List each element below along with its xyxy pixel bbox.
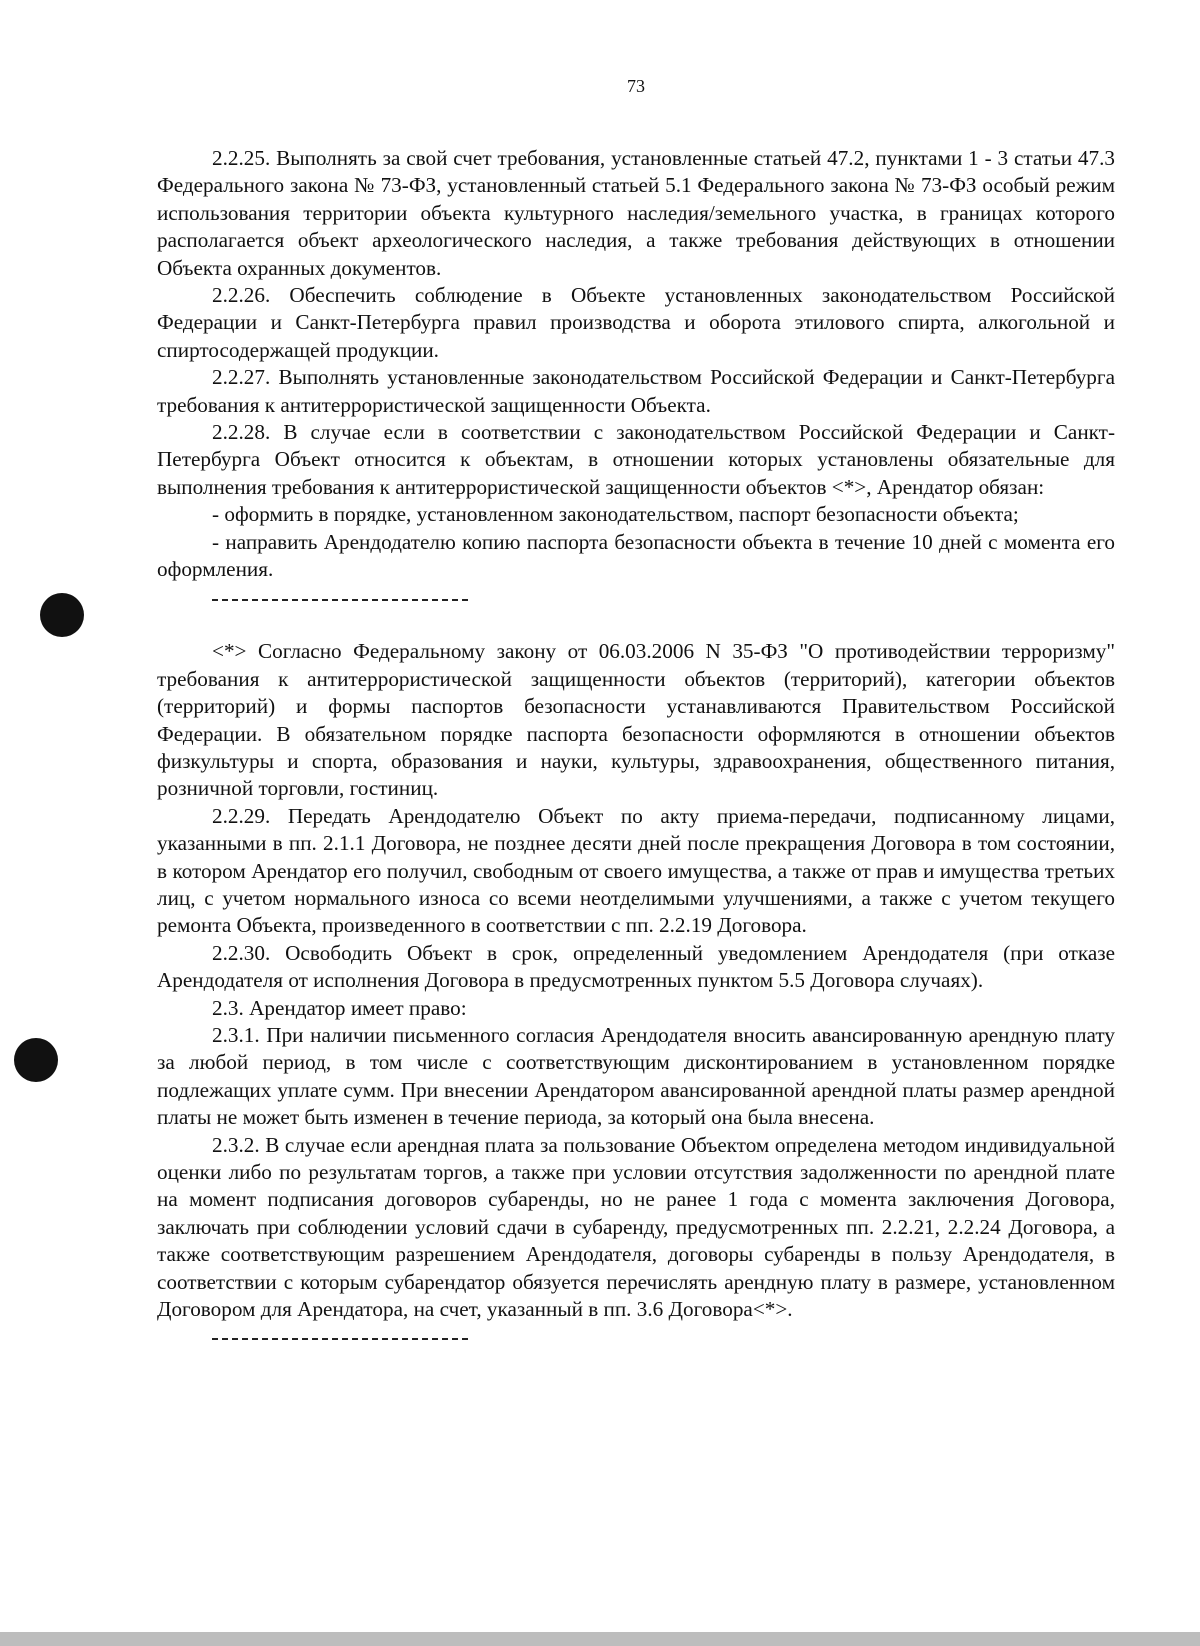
- punch-hole-mark: [40, 593, 84, 637]
- paragraph-2-3-2: 2.3.2. В случае если арендная плата за пользование Объектом определена методом индивидуальной оценки либо по результатам торгов, а также при условии отсутствия задолженности по арендной плате на момент подписания договоров субаренды, но не ранее 1 года с момента заключения Договора, заключать при соблюдении условий сдачи в субаренду, предусмотренных пп. 2.2.21, 2.2.24 Договора, а также соответствующим разрешением Арендодателя, договоры субаренды в пользу Арендодателя, в соответствии с которым субарендатор обязуется перечислять арендную плату в размере, установленном Договором для Арендатора, на счет, указанный в пп. 3.6 Договора<*>.: [157, 1132, 1115, 1322]
- paragraph-2-2-27: 2.2.27. Выполнять установленные законодательством Российской Федерации и Санкт-Петербурга требования к антитеррористической защищенности Объекта.: [157, 365, 1115, 417]
- paragraph-2-3-1: 2.3.1. При наличии письменного согласия Арендодателя вносить авансированную арендную плату за любой период, в том числе с соответствующим дисконтированием в установленном порядке подлежащих уплате сумм. При внесении Арендатором авансированной арендной платы размер арендной платы не может быть изменен в течение периода, за который она была внесена.: [157, 1022, 1115, 1130]
- paragraph-2-3: 2.3. Арендатор имеет право:: [212, 995, 467, 1020]
- scan-bottom-edge: [0, 1632, 1200, 1646]
- footnote-separator: [212, 584, 468, 611]
- list-item-passport: - оформить в порядке, установленном законодательством, паспорт безопасности объекта;: [212, 502, 1019, 527]
- footnote-spacer: [157, 611, 1115, 638]
- footnote-antiterror: <*> Согласно Федеральному закону от 06.03.2006 N 35-ФЗ "О противодействии терроризму" требования к антитеррористической защищенности объектов (территорий), категории объектов (территорий) и формы паспортов безопасности устанавливаются Правительством Российской Федерации. В обязательном порядке паспорта безопасности оформляются в отношении объектов физкультуры и спорта, образования и науки, культуры, здравоохранения, общественного питания, розничной торговли, гостиниц.: [157, 639, 1115, 801]
- page-number: 73: [627, 76, 645, 96]
- paragraph-2-2-29: 2.2.29. Передать Арендодателю Объект по акту приема-передачи, подписанному лицами, указанными в пп. 2.1.1 Договора, не позднее десяти дней после прекращения Договора в том состоянии, в котором Арендатор его получил, свободным от своего имущества, а также от прав и имущества третьих лиц, с учетом нормального износа со всеми неотделимыми улучшениями, а также с учетом текущего ремонта Объекта, произведенного в соответствии с пп. 2.2.19 Договора.: [157, 803, 1115, 938]
- paragraph-2-2-26: 2.2.26. Обеспечить соблюдение в Объекте установленных законодательством Российской Федерации и Санкт-Петербурга правил производства и оборота этилового спирта, алкогольной и спиртосодержащей продукции.: [157, 283, 1115, 362]
- paragraph-2-2-28: 2.2.28. В случае если в соответствии с законодательством Российской Федерации и Санкт-Петербурга Объект относится к объектам, в отношении которых установлены обязательные для выполнения требования к антитеррористической защищенности объектов <*>, Арендатор обязан:: [157, 420, 1115, 499]
- document-body: [157, 145, 1115, 1351]
- footnote-separator-2: [212, 1323, 468, 1350]
- paragraph-2-2-30: 2.2.30. Освободить Объект в срок, определенный уведомлением Арендодателя (при отказе Арендодателя от исполнения Договора в предусмотренных пунктом 5.5 Договора случаях).: [157, 940, 1115, 993]
- punch-hole-mark: [14, 1038, 58, 1082]
- list-item-copy: - направить Арендодателю копию паспорта безопасности объекта в течение 10 дней с момента его оформления.: [157, 529, 1115, 582]
- paragraph-2-2-25: 2.2.25. Выполнять за свой счет требования, установленные статьей 47.2, пунктами 1 - 3 статьи 47.3 Федерального закона № 73-ФЗ, установленный статьей 5.1 Федерального закона № 73-ФЗ особый режим использования территории объекта культурного наследия/земельного участка, в границах которого располагается объект археологического наследия, а также требования действующих в отношении Объекта охранных документов.: [157, 146, 1115, 280]
